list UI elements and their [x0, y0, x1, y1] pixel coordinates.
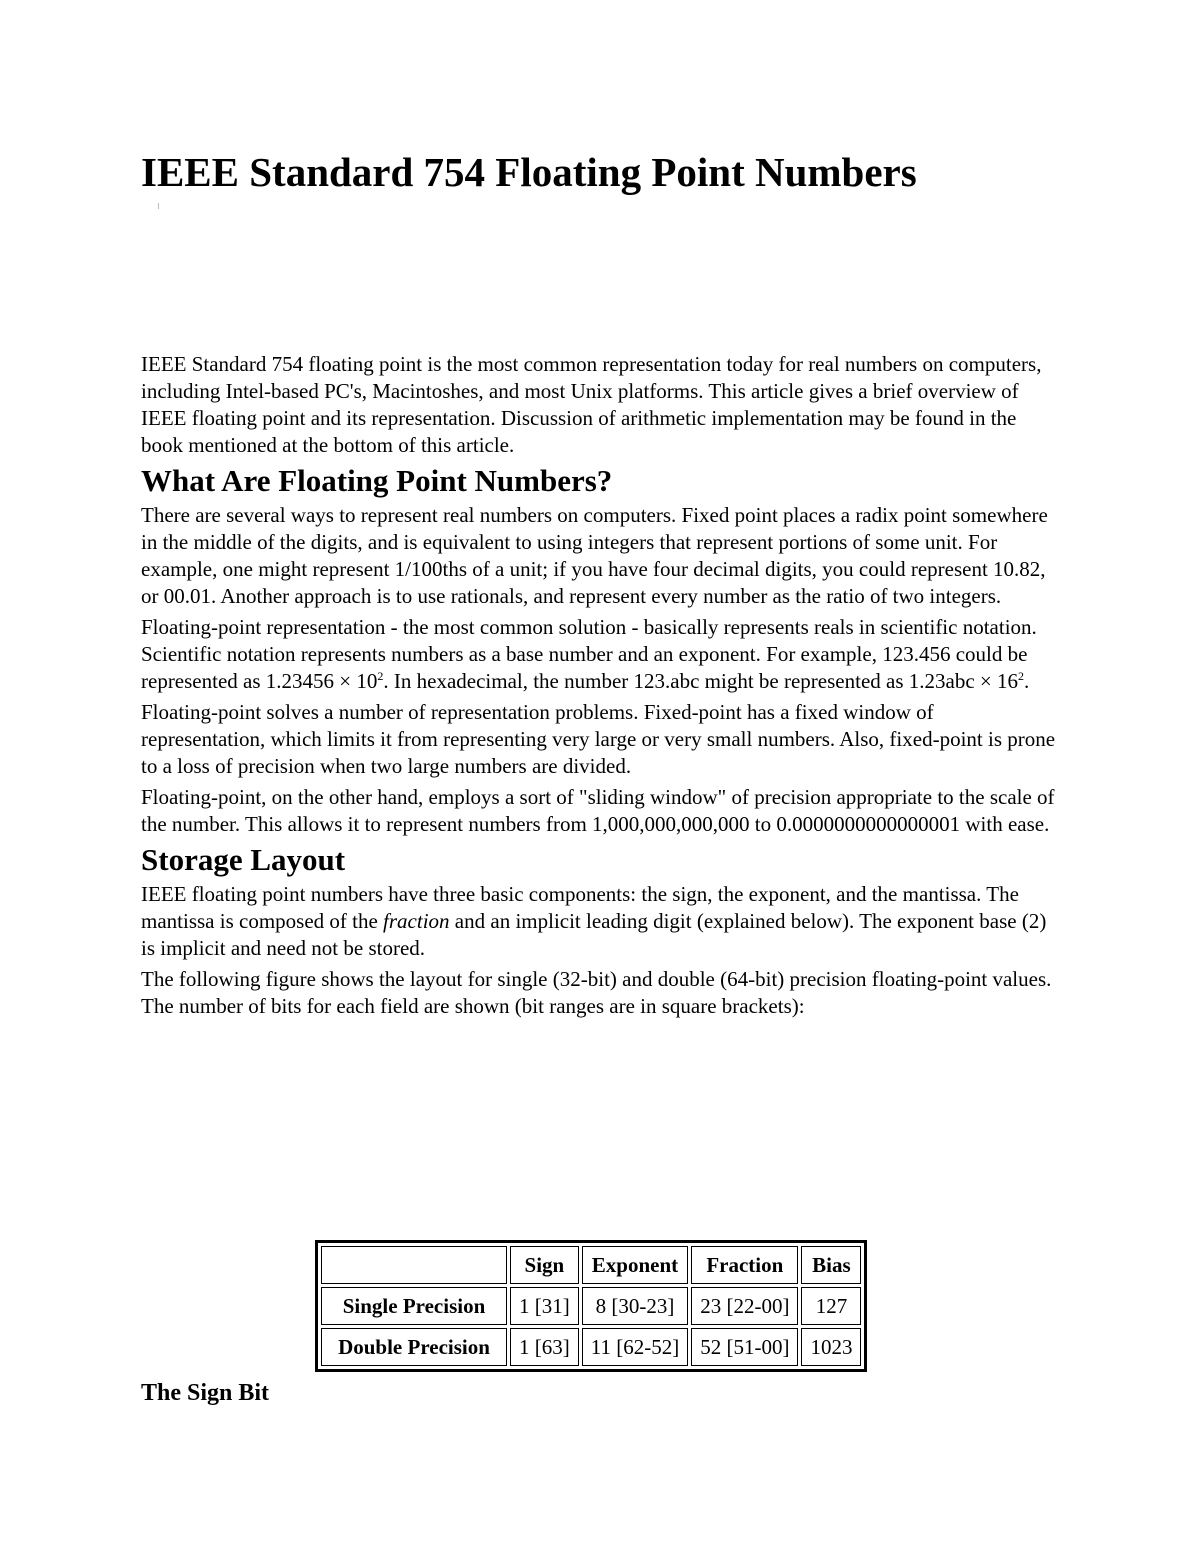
- table-header-cell: Fraction: [691, 1246, 798, 1284]
- article-body: [141, 351, 1061, 1024]
- table-row-label: Double Precision: [321, 1328, 507, 1366]
- layout-table-container: [315, 1240, 867, 1372]
- emphasis-fraction: fraction: [383, 909, 450, 933]
- table-cell: 1 [31]: [510, 1287, 579, 1325]
- page-title: IEEE Standard 754 Floating Point Numbers: [141, 149, 917, 195]
- exponent-superscript: 2: [377, 669, 384, 683]
- text-segment: . In hexadecimal, the number 123.abc might be represented as 1.23abc × 16: [383, 669, 1018, 693]
- text-segment: Floating-point representation - the most common solution - basically represents reals in scientific notation. Scientific notation represents numbers as a base number and an exponent. For example, 123.456 could be represented as 1.23456 × 10: [141, 615, 1037, 693]
- table-header-cell: Bias: [801, 1246, 861, 1284]
- stray-mark: [158, 203, 159, 209]
- section-heading-floating-point: What Are Floating Point Numbers?: [141, 463, 613, 498]
- paragraph-ways-to-represent: There are several ways to represent real numbers on computers. Fixed point places a radix point somewhere in the middle of the digits, and is equivalent to using integers that represent portions of some unit. For example, one might represent 1/100ths of a unit; if you have four decimal digits, you could represent 10.82, or 00.01. Another approach is to use rationals, and represent every number as the ratio of two integers.: [141, 503, 1048, 608]
- table-cell: 127: [801, 1287, 861, 1325]
- table-row: [321, 1287, 861, 1325]
- table-header-cell: [321, 1246, 507, 1284]
- precision-layout-table: [315, 1240, 867, 1372]
- table-header-cell: Exponent: [582, 1246, 688, 1284]
- paragraph-sliding-window: Floating-point, on the other hand, employs a sort of "sliding window" of precision appropriate to the scale of the number. This allows it to represent numbers from 1,000,000,000,000 to 0.0000000000000001 with ease.: [141, 785, 1055, 836]
- table-cell: 11 [62-52]: [582, 1328, 688, 1366]
- intro-paragraph: IEEE Standard 754 floating point is the most common representation today for real numbers on computers, including Intel-based PC's, Macintoshes, and most Unix platforms. This article gives a brief overview of IEEE floating point and its representation. Discussion of arithmetic implementation may be found in the book mentioned at the bottom of this article.: [141, 352, 1042, 457]
- paragraph-representation-problems: Floating-point solves a number of representation problems. Fixed-point has a fixed window of representation, which limits it from representing very large or very small numbers. Also, fixed-point is prone to a loss of precision when two large numbers are divided.: [141, 700, 1056, 778]
- paragraph-figure-intro: The following figure shows the layout for single (32-bit) and double (64-bit) precision floating-point values. The number of bits for each field are shown (bit ranges are in square brackets):: [141, 967, 1052, 1018]
- text-segment: .: [1024, 669, 1030, 693]
- table-row: [321, 1328, 861, 1366]
- table-row-label: Single Precision: [321, 1287, 507, 1325]
- paragraph-scientific-notation: [141, 614, 1061, 695]
- table-cell: 52 [51-00]: [691, 1328, 798, 1366]
- exponent-superscript: 2: [1018, 669, 1024, 683]
- table-cell: 23 [22-00]: [691, 1287, 798, 1325]
- table-cell: 1023: [801, 1328, 861, 1366]
- table-header-row: [321, 1246, 861, 1284]
- table-header-cell: Sign: [510, 1246, 579, 1284]
- text-segment: IEEE floating point numbers have three basic components: the sign, the exponent, and the mantissa. The mantissa is composed of the: [141, 882, 1019, 933]
- table-cell: 1 [63]: [510, 1328, 579, 1366]
- text-segment: and an implicit leading digit (explained below). The exponent base (2) is implicit and need not be stored.: [141, 909, 1047, 960]
- paragraph-components: [141, 881, 1061, 962]
- table-cell: 8 [30-23]: [582, 1287, 688, 1325]
- section-heading-storage-layout: Storage Layout: [141, 842, 346, 877]
- sign-bit-heading: The Sign Bit: [141, 1380, 270, 1406]
